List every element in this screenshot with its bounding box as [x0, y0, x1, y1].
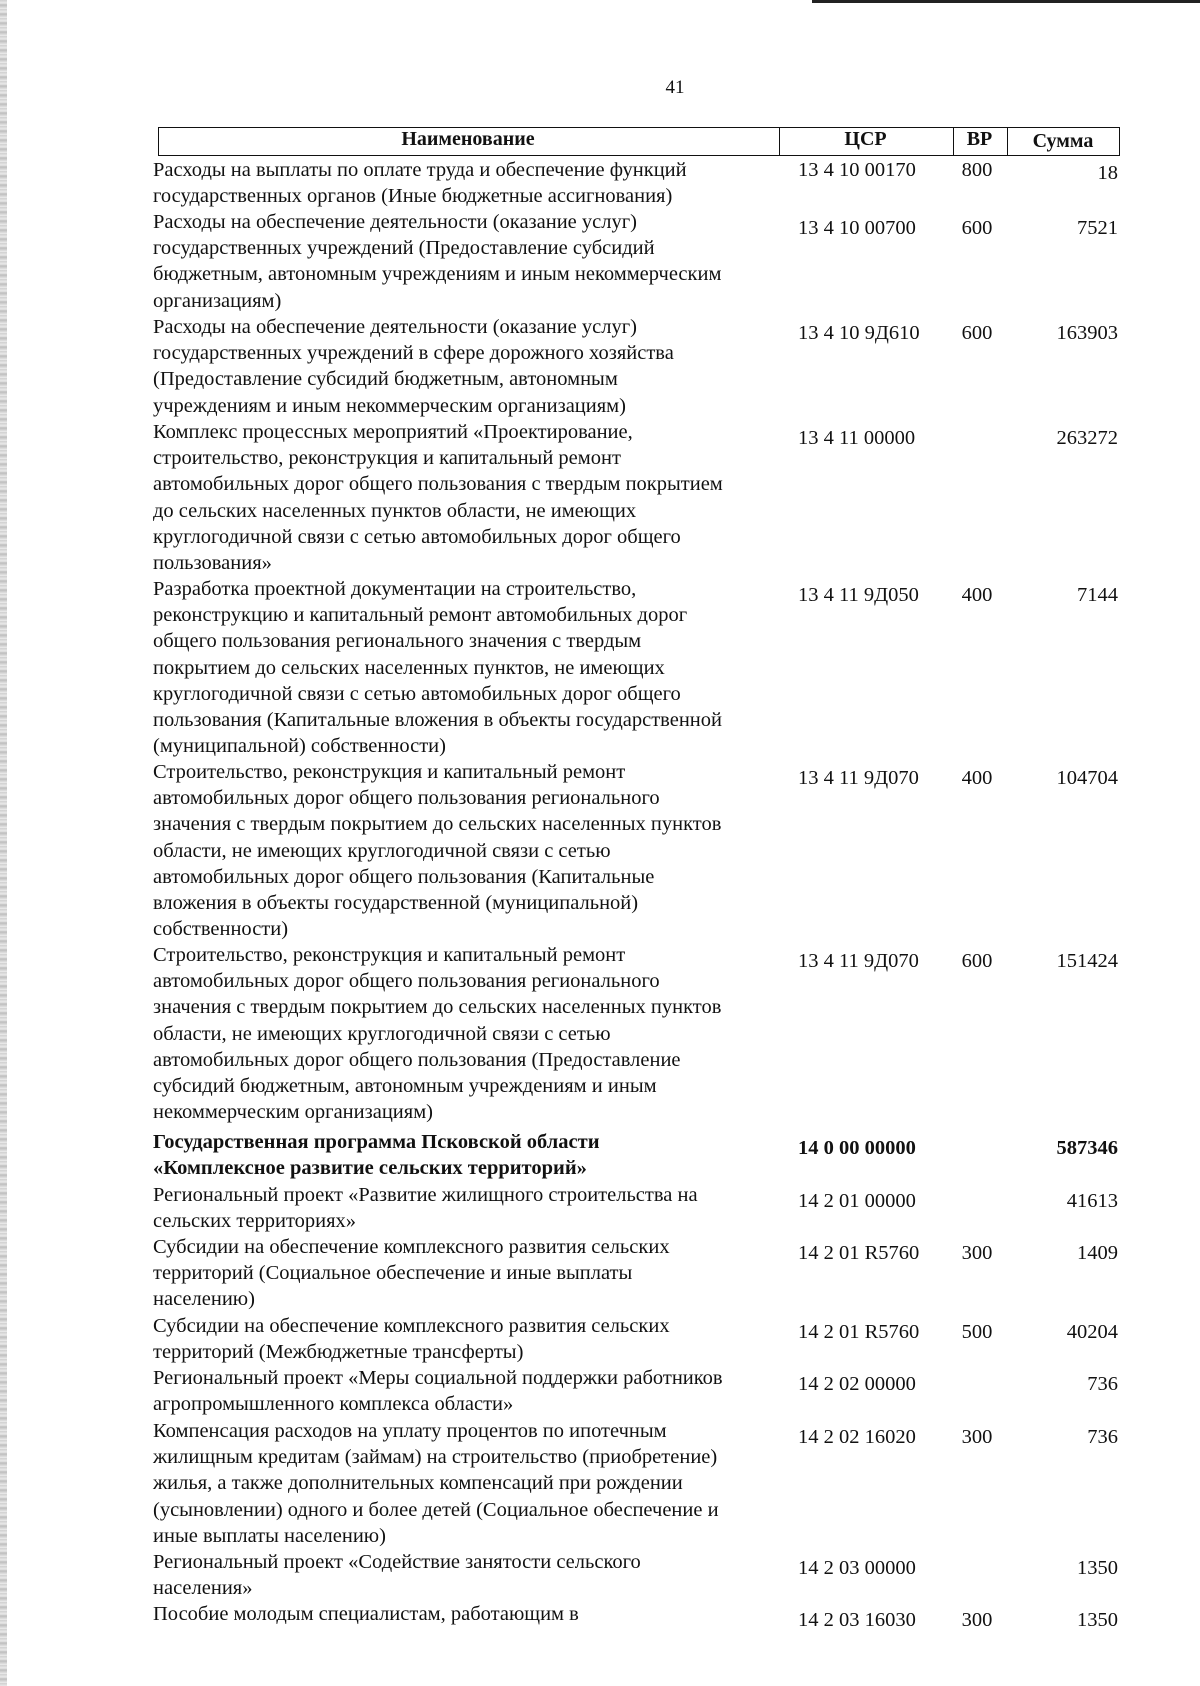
row-code: 13 4 10 9Д610 [798, 322, 920, 344]
row-code: 14 2 01 R5760 [798, 1242, 920, 1264]
row-name-line: Расходы на обеспечение деятельности (оказание услуг) [153, 211, 637, 233]
row-name [153, 1365, 778, 1417]
row-name-line: пользования» [153, 552, 272, 575]
row-sum: 151424 [1056, 950, 1118, 972]
row-vr: 800 [961, 159, 993, 181]
row-vr: 600 [961, 217, 993, 239]
row-code: 13 4 11 9Д070 [798, 767, 919, 789]
row-name-line: Региональный проект «Меры социальной поддержки работников [153, 1367, 723, 1389]
row-code: 14 0 00 00000 [798, 1137, 916, 1159]
row-code: 13 4 10 00170 [798, 159, 916, 181]
row-sum: 163903 [1056, 322, 1118, 344]
row-name-line: населения» [153, 1577, 253, 1600]
row-name-line: Строительство, реконструкция и капитальный ремонт [153, 944, 626, 966]
row-name [153, 314, 778, 419]
row-name-line: бюджетным, автономным учреждениям и иным некоммерческим [153, 263, 722, 286]
row-code: 13 4 11 00000 [798, 427, 916, 449]
row-sum: 40204 [1066, 1321, 1118, 1343]
row-code: 13 4 11 9Д070 [798, 950, 919, 972]
row-name [153, 759, 778, 942]
row-code: 13 4 11 9Д050 [798, 584, 919, 606]
row-name-line: иные выплаты населению) [153, 1524, 386, 1547]
row-sum: 736 [1087, 1373, 1118, 1395]
row-name-line: Компенсация расходов на уплату процентов по ипотечным [153, 1420, 667, 1442]
row-sum: 7144 [1077, 584, 1118, 606]
row-name-line: Региональный проект «Содействие занятости сельского [153, 1551, 641, 1573]
table-row [0, 1234, 1200, 1313]
row-name-line: учреждениям и иным некоммерческим организациям) [153, 394, 626, 417]
row-name-line: автомобильных дорог общего пользования регионального [153, 970, 660, 993]
table-row [0, 1365, 1200, 1417]
table-row [0, 942, 1200, 1125]
row-name-line: (Предоставление субсидий бюджетным, автономным [153, 368, 618, 391]
table-row [0, 157, 1200, 209]
row-vr: 500 [961, 1321, 993, 1343]
row-name-line: Государственная программа Псковской области [153, 1131, 600, 1153]
row-sum: 41613 [1066, 1190, 1118, 1212]
row-name-line: до сельских населенных пунктов области, не имеющих [153, 499, 637, 522]
row-name-line: государственных учреждений (Предоставление субсидий [153, 237, 655, 260]
row-name-line: Субсидии на обеспечение комплексного развития сельских [153, 1315, 670, 1337]
row-code: 14 2 02 00000 [798, 1373, 916, 1395]
row-name-line: Пособие молодым специалистам, работающим в [153, 1603, 579, 1625]
row-name-line: территорий (Межбюджетные трансферты) [153, 1341, 524, 1364]
row-name-line: государственных учреждений в сфере дорожного хозяйства [153, 342, 674, 365]
row-sum: 1350 [1077, 1609, 1118, 1631]
table-row [0, 1549, 1200, 1601]
row-vr: 400 [961, 584, 993, 606]
row-name-line: круглогодичной связи с сетью автомобильных дорог общего [153, 525, 681, 548]
table-row [0, 576, 1200, 759]
row-name-line: населению) [153, 1288, 255, 1311]
row-name-line: Расходы на выплаты по оплате труда и обеспечение функций [153, 159, 687, 181]
row-name-line: собственности) [153, 918, 289, 941]
row-name [153, 1182, 778, 1234]
row-vr: 300 [961, 1242, 993, 1264]
table-row [0, 759, 1200, 942]
row-sum: 587346 [1056, 1137, 1118, 1159]
table-row [0, 1418, 1200, 1549]
row-vr: 600 [961, 322, 993, 344]
page-number: 41 [665, 77, 685, 98]
row-name-line: государственных органов (Иные бюджетные ассигнования) [153, 185, 673, 208]
row-name-line: жилищным кредитам (займам) на строительство (приобретение) [153, 1446, 718, 1469]
row-name [153, 1549, 778, 1601]
row-sum: 1409 [1077, 1242, 1118, 1264]
table-row [0, 314, 1200, 419]
row-sum: 1350 [1077, 1557, 1118, 1579]
row-code: 14 2 03 00000 [798, 1557, 916, 1579]
row-name-line: автомобильных дорог общего пользования с твердым покрытием [153, 473, 723, 496]
table-row [0, 1182, 1200, 1234]
row-name-line: организациям) [153, 289, 282, 312]
row-name-line: общего пользования регионального значения с твердым [153, 630, 642, 653]
table-row [0, 419, 1200, 576]
table-row [0, 1601, 1200, 1631]
row-name-line: значения с твердым покрытием до сельских населенных пунктов [153, 813, 722, 836]
scan-edge-top [812, 0, 1200, 3]
row-name-line: Субсидии на обеспечение комплексного развития сельских [153, 1236, 670, 1258]
table-row [0, 209, 1200, 314]
row-name-line: автомобильных дорог общего пользования регионального [153, 787, 660, 810]
row-name [153, 576, 778, 759]
row-name-line: территорий (Социальное обеспечение и иные выплаты [153, 1262, 633, 1285]
row-name [153, 157, 778, 209]
row-name [153, 1129, 778, 1181]
row-sum: 104704 [1056, 767, 1118, 789]
row-name-line: области, не имеющих круглогодичной связи с сетью [153, 1022, 611, 1045]
row-name-line: вложения в объекты государственной (муниципальной) [153, 892, 639, 915]
row-name [153, 419, 778, 576]
row-name-line: автомобильных дорог общего пользования (Капитальные [153, 865, 655, 888]
row-name [153, 1313, 778, 1365]
row-vr: 400 [961, 767, 993, 789]
row-code: 14 2 02 16020 [798, 1426, 916, 1448]
row-name-line: круглогодичной связи с сетью автомобильных дорог общего [153, 682, 681, 705]
table-row [0, 1313, 1200, 1365]
row-name [153, 942, 778, 1125]
row-vr: 300 [961, 1609, 993, 1631]
row-name-line: значения с твердым покрытием до сельских населенных пунктов [153, 996, 722, 1019]
header-code: ЦСР [844, 128, 887, 150]
row-name-line: пользования (Капитальные вложения в объекты государственной [153, 709, 722, 732]
table-row [0, 1129, 1200, 1181]
row-name-line: (муниципальной) собственности) [153, 735, 446, 758]
row-name-line: строительство, реконструкция и капитальный ремонт [153, 447, 621, 470]
row-name [153, 1601, 778, 1627]
row-code: 13 4 10 00700 [798, 217, 916, 239]
header-vr: ВР [966, 128, 993, 150]
row-name-line: Расходы на обеспечение деятельности (оказание услуг) [153, 316, 637, 338]
row-sum: 263272 [1056, 427, 1118, 449]
row-code: 14 2 01 R5760 [798, 1321, 920, 1343]
row-vr: 300 [961, 1426, 993, 1448]
row-name-line: реконструкцию и капитальный ремонт автомобильных дорог [153, 604, 688, 627]
row-sum: 18 [1097, 162, 1118, 184]
row-name-line: области, не имеющих круглогодичной связи с сетью [153, 839, 611, 862]
row-code: 14 2 01 00000 [798, 1190, 916, 1212]
row-name-line: Комплекс процессных мероприятий «Проектирование, [153, 421, 633, 443]
row-name-line: Разработка проектной документации на строительство, [153, 578, 637, 600]
row-name-line: жилья, а также дополнительных компенсаций при рождении [153, 1472, 683, 1495]
row-name [153, 1234, 778, 1313]
row-sum: 7521 [1077, 217, 1118, 239]
row-name-line: (усыновлении) одного и более детей (Социальное обеспечение и [153, 1498, 719, 1521]
row-name-line: Строительство, реконструкция и капитальный ремонт [153, 761, 626, 783]
row-name-line: Региональный проект «Развитие жилищного строительства на [153, 1184, 698, 1206]
row-name [153, 1418, 778, 1549]
row-name-line: автомобильных дорог общего пользования (Предоставление [153, 1048, 681, 1071]
header-name: Наименование [401, 128, 535, 150]
header-sum: Сумма [1032, 130, 1094, 152]
row-name-line: «Комплексное развитие сельских территорий» [153, 1157, 587, 1180]
row-name-line: сельских территориях» [153, 1210, 357, 1233]
row-vr: 600 [961, 950, 993, 972]
row-name [153, 209, 778, 314]
row-name-line: субсидий бюджетным, автономным учреждениям и иным [153, 1075, 657, 1098]
row-name-line: некоммерческим организациям) [153, 1101, 433, 1124]
row-code: 14 2 03 16030 [798, 1609, 916, 1631]
row-name-line: покрытием до сельских населенных пунктов, не имеющих [153, 656, 665, 679]
row-sum: 736 [1087, 1426, 1118, 1448]
row-name-line: агропромышленного комплекса области» [153, 1393, 514, 1416]
